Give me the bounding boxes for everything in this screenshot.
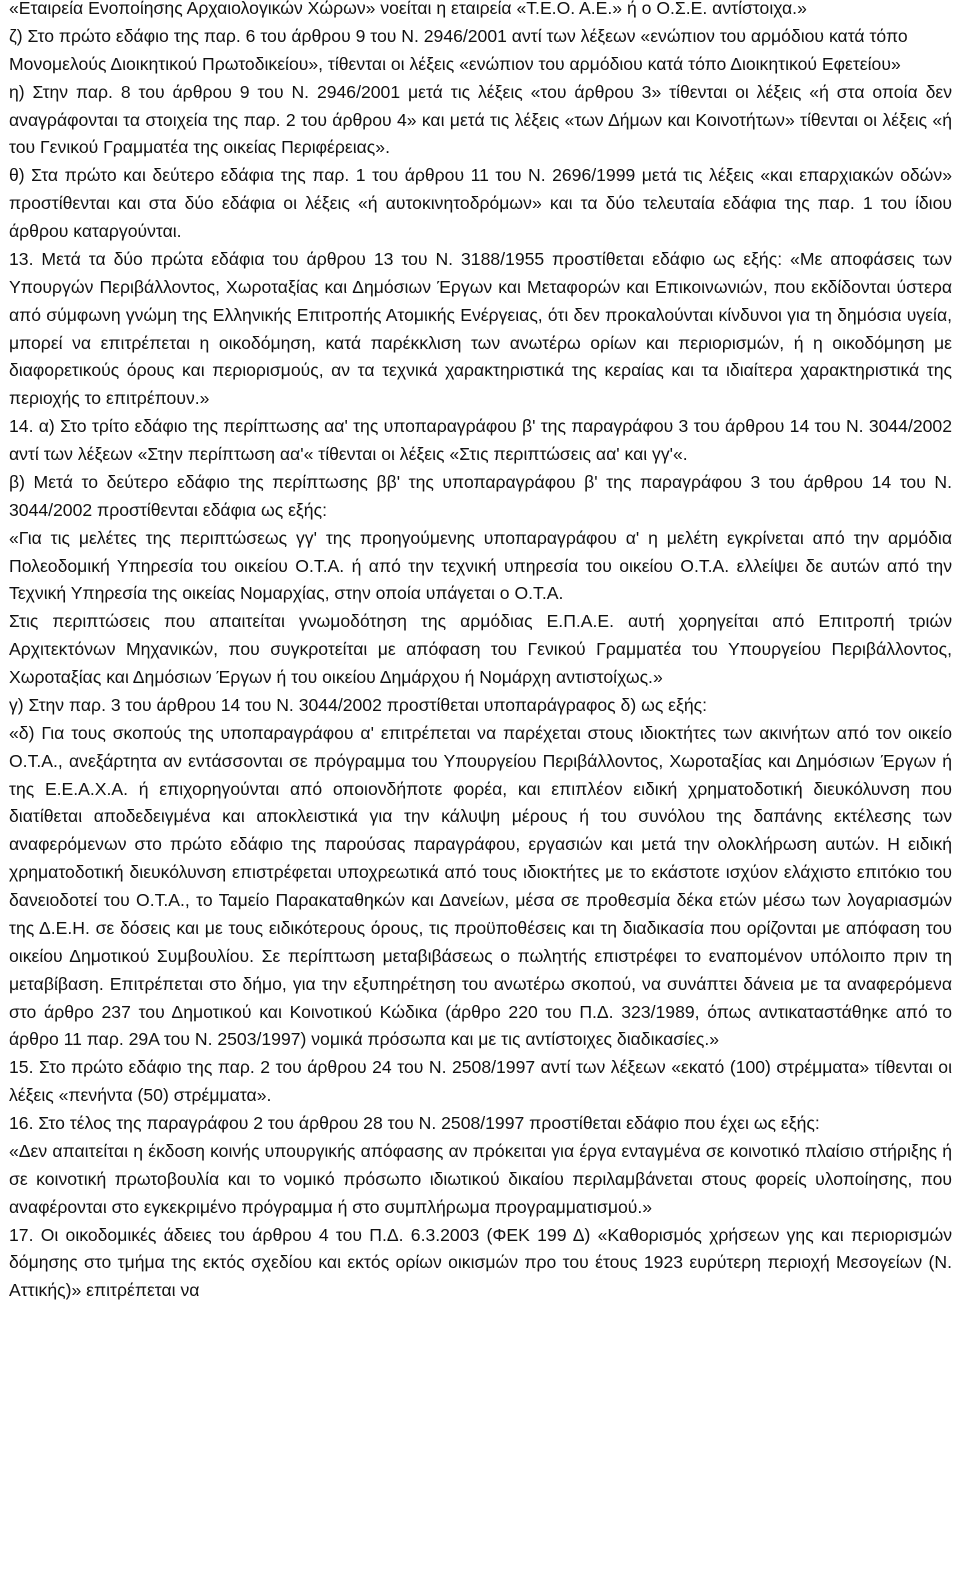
paragraph: «δ) Για τους σκοπούς της υποπαραγράφου α' επιτρέπεται να παρέχεται στους ιδιοκτήτες των ακινήτων από τον οικείο Ο.Τ.Α., ανεξάρτητα αν εντάσσονται σε πρόγραμμα του Υπουργείου Περιβάλλοντος, Χωροταξίας και Δημόσιων Έργων ή της Ε.Ε.Α.Χ.Α. ή επιχορηγούνται από οποιονδήποτε φορέα, και επιπλέον ειδική χρηματοδοτική διευκόλυνση που διατίθεται αποδεδειγμένα και αποκλειστικά για την κάλυψη μέρους ή του συνόλου της δαπάνης εκτέλεσης των αναφερόμενων στο πρώτο εδάφιο της παρούσας παραγράφου, εργασιών και μετά την ολοκλήρωση αυτών. Η ειδική χρηματοδοτική διευκόλυνση επιστρέφεται υποχρεωτικά από τους ιδιοκτήτες με το εκάστοτε ισχύον ελάχιστο επιτόκιο του δανειοδοτεί του Ο.Τ.Α., το Ταμείο Παρακαταθηκών και Δανείων, μέσα σε προθεσμία δέκα ετών μέσω των λογαριασμών της Δ.Ε.Η. σε δόσεις και με τους ειδικότερους όρους, τις προϋποθέσεις και τη διαδικασία που ορίζονται με απόφαση του οικείου Δημοτικού Συμβουλίου. Σε περίπτωση μεταβιβάσεως ο πωλητής επιστρέφει το εναπομένον υπόλοιπο πριν τη μεταβίβαση. Επιτρέπεται στο δήμο, για την εξυπηρέτηση του ανωτέρω σκοπού, να συνάπτει δάνεια με τα αναφερόμενα στο άρθρο 237 του Δημοτικού και Κοινοτικού Κώδικα (άρθρο 220 του Π.Δ. 323/1989, όπως αντικαταστάθηκε από το άρθρο 11 παρ. 29Α του Ν. 2503/1997) νομικά πρόσωπα και με τις αντίστοιχες διαδικασίες.» [9,722,952,1050]
paragraph: 16. Στο τέλος της παραγράφου 2 του άρθρου 28 του Ν. 2508/1997 προστίθεται εδάφιο που έχει ως εξής: [9,1113,820,1133]
paragraph: ζ) Στο πρώτο εδάφιο της παρ. 6 του άρθρου 9 του Ν. 2946/2001 αντί των λέξεων «ενώπιον του αρμόδιου κατά τόπο Μονομελούς Διοικητικού Πρωτοδικείου», τίθενται οι λέξεις «ενώπιον του αρμόδιου κατά τόπο Διοικητικού Εφετείου» [9,25,908,74]
paragraph: Στις περιπτώσεις που απαιτείται γνωμοδότηση της αρμόδιας Ε.Π.Α.Ε. αυτή χορηγείται από Επιτροπή τριών Αρχιτεκτόνων Μηχανικών, που συγκροτείται με απόφαση του Γενικού Γραμματέα του Υπουργείου Περιβάλλοντος, Χωροταξίας και Δημόσιων Έργων ή του οικείου Δημάρχου ή Νομάρχη αντιστοίχως.» [9,611,952,687]
paragraph: γ) Στην παρ. 3 του άρθρου 14 του Ν. 3044/2002 προστίθεται υποπαράγραφος δ) ως εξής: [9,694,708,715]
paragraph: 14. α) Στο τρίτο εδάφιο της περίπτωσης αα' της υποπαραγράφου β' της παραγράφου 3 του άρθρου 14 του Ν. 3044/2002 αντί των λέξεων «Στην περίπτωση αα'« τίθενται οι λέξεις «Στις περιπτώσεις αα' και γγ'«. [9,416,952,464]
paragraph: «Δεν απαιτείται η έκδοση κοινής υπουργικής απόφασης αν πρόκειται για έργα ενταγμένα σε κοινοτικό πλαίσιο στήριξης ή σε κοινοτική πρωτοβουλία και το νομικό πρόσωπο ιδιωτικού δικαίου περιλαμβάνεται στους φορείς υλοποίησης, που αναφέρονται στο εγκεκριμένο πρόγραμμα ή στο συμπλήρωμα προγραμματισμού.» [9,1140,952,1217]
paragraph: 15. Στο πρώτο εδάφιο της παρ. 2 του άρθρου 24 του Ν. 2508/1997 αντί των λέξεων «εκατό (100) στρέμματα» τίθενται οι λέξεις «πενήντα (50) στρέμματα». [9,1057,952,1106]
paragraph: θ) Στα πρώτο και δεύτερο εδάφια της παρ. 1 του άρθρου 11 του Ν. 2696/1999 μετά τις λέξεις «και επαρχιακών οδών» προστίθενται και στα δύο εδάφια οι λέξεις «ή αυτοκινητοδρόμων» και τα δύο τελευταία εδάφια της παρ. 1 του ίδιου άρθρου καταργούνται. [9,165,952,241]
paragraph: β) Μετά το δεύτερο εδάφιο της περίπτωσης ββ' της υποπαραγράφου β' της παραγράφου 3 του άρθρου 14 του Ν. 3044/2002 προστίθενται εδάφια ως εξής: [9,471,952,520]
paragraph: «Για τις μελέτες της περιπτώσεως γγ' της προηγούμενης υποπαραγράφου α' η μελέτη εγκρίνεται από την αρμόδια Πολεοδομική Υπηρεσία του οικείου Ο.Τ.Α. ή από την τεχνική υπηρεσία του οικείου Ο.Τ.Α. ελλείψει δε αυτών από την Τεχνική Υπηρεσία της οικείας Νομαρχίας, στην οποία υπάγεται ο Ο.Τ.Α. [9,527,952,604]
paragraph: η) Στην παρ. 8 του άρθρου 9 του Ν. 2946/2001 μετά τις λέξεις «του άρθρου 3» τίθενται οι λέξεις «ή στα οποία δεν αναγράφονται τα στοιχεία της παρ. 2 του άρθρου 4» και μετά τις λέξεις «των Δήμων και Κοινοτήτων» τίθενται οι λέξεις «ή του Γενικού Γραμματέα της οικείας Περιφέρειας». [9,81,952,158]
paragraph: 13. Μετά τα δύο πρώτα εδάφια του άρθρου 13 του Ν. 3188/1955 προστίθεται εδάφιο ως εξής: «Με αποφάσεις των Υπουργών Περιβάλλοντος, Χωροταξίας και Δημόσιων Έργων και Μεταφορών και Επικοινωνιών, που εκδίδονται ύστερα από σύμφωνη γνώμη της Ελληνικής Επιτροπής Ατομικής Ενέργειας, ότι δεν προκαλούνται κίνδυνοι για τη δημόσια υγεία, μπορεί να επιτρέπεται η οικοδόμηση, κατά παρέκκλιση των ανωτέρω ορίων και περιορισμών, ή η οικοδόμηση με διαφορετικούς όρους και περιορισμούς, αν τα τεχνικά χαρακτηριστικά της κεραίας και τα ιδιαίτερα χαρακτηριστικά της περιοχής το επιτρέπουν.» [9,248,952,409]
paragraph: 17. Οι οικοδομικές άδειες του άρθρου 4 του Π.Δ. 6.3.2003 (ΦΕΚ 199 Δ) «Καθορισμός χρήσεων γης και περιορισμών δόμησης στο τμήμα της εκτός σχεδίου και εκτός ορίων οικισμών προ του έτους 1923 ευρύτερη περιοχή Μεσογείων (Ν. Αττικής)» επιτρέπεται να [9,1224,952,1301]
paragraph: «Εταιρεία Ενοποίησης Αρχαιολογικών Χώρων» νοείται η εταιρεία «Τ.Ε.Ο. Α.Ε.» ή ο Ο.Σ.Ε. αντίστοιχα.» [9,0,807,18]
